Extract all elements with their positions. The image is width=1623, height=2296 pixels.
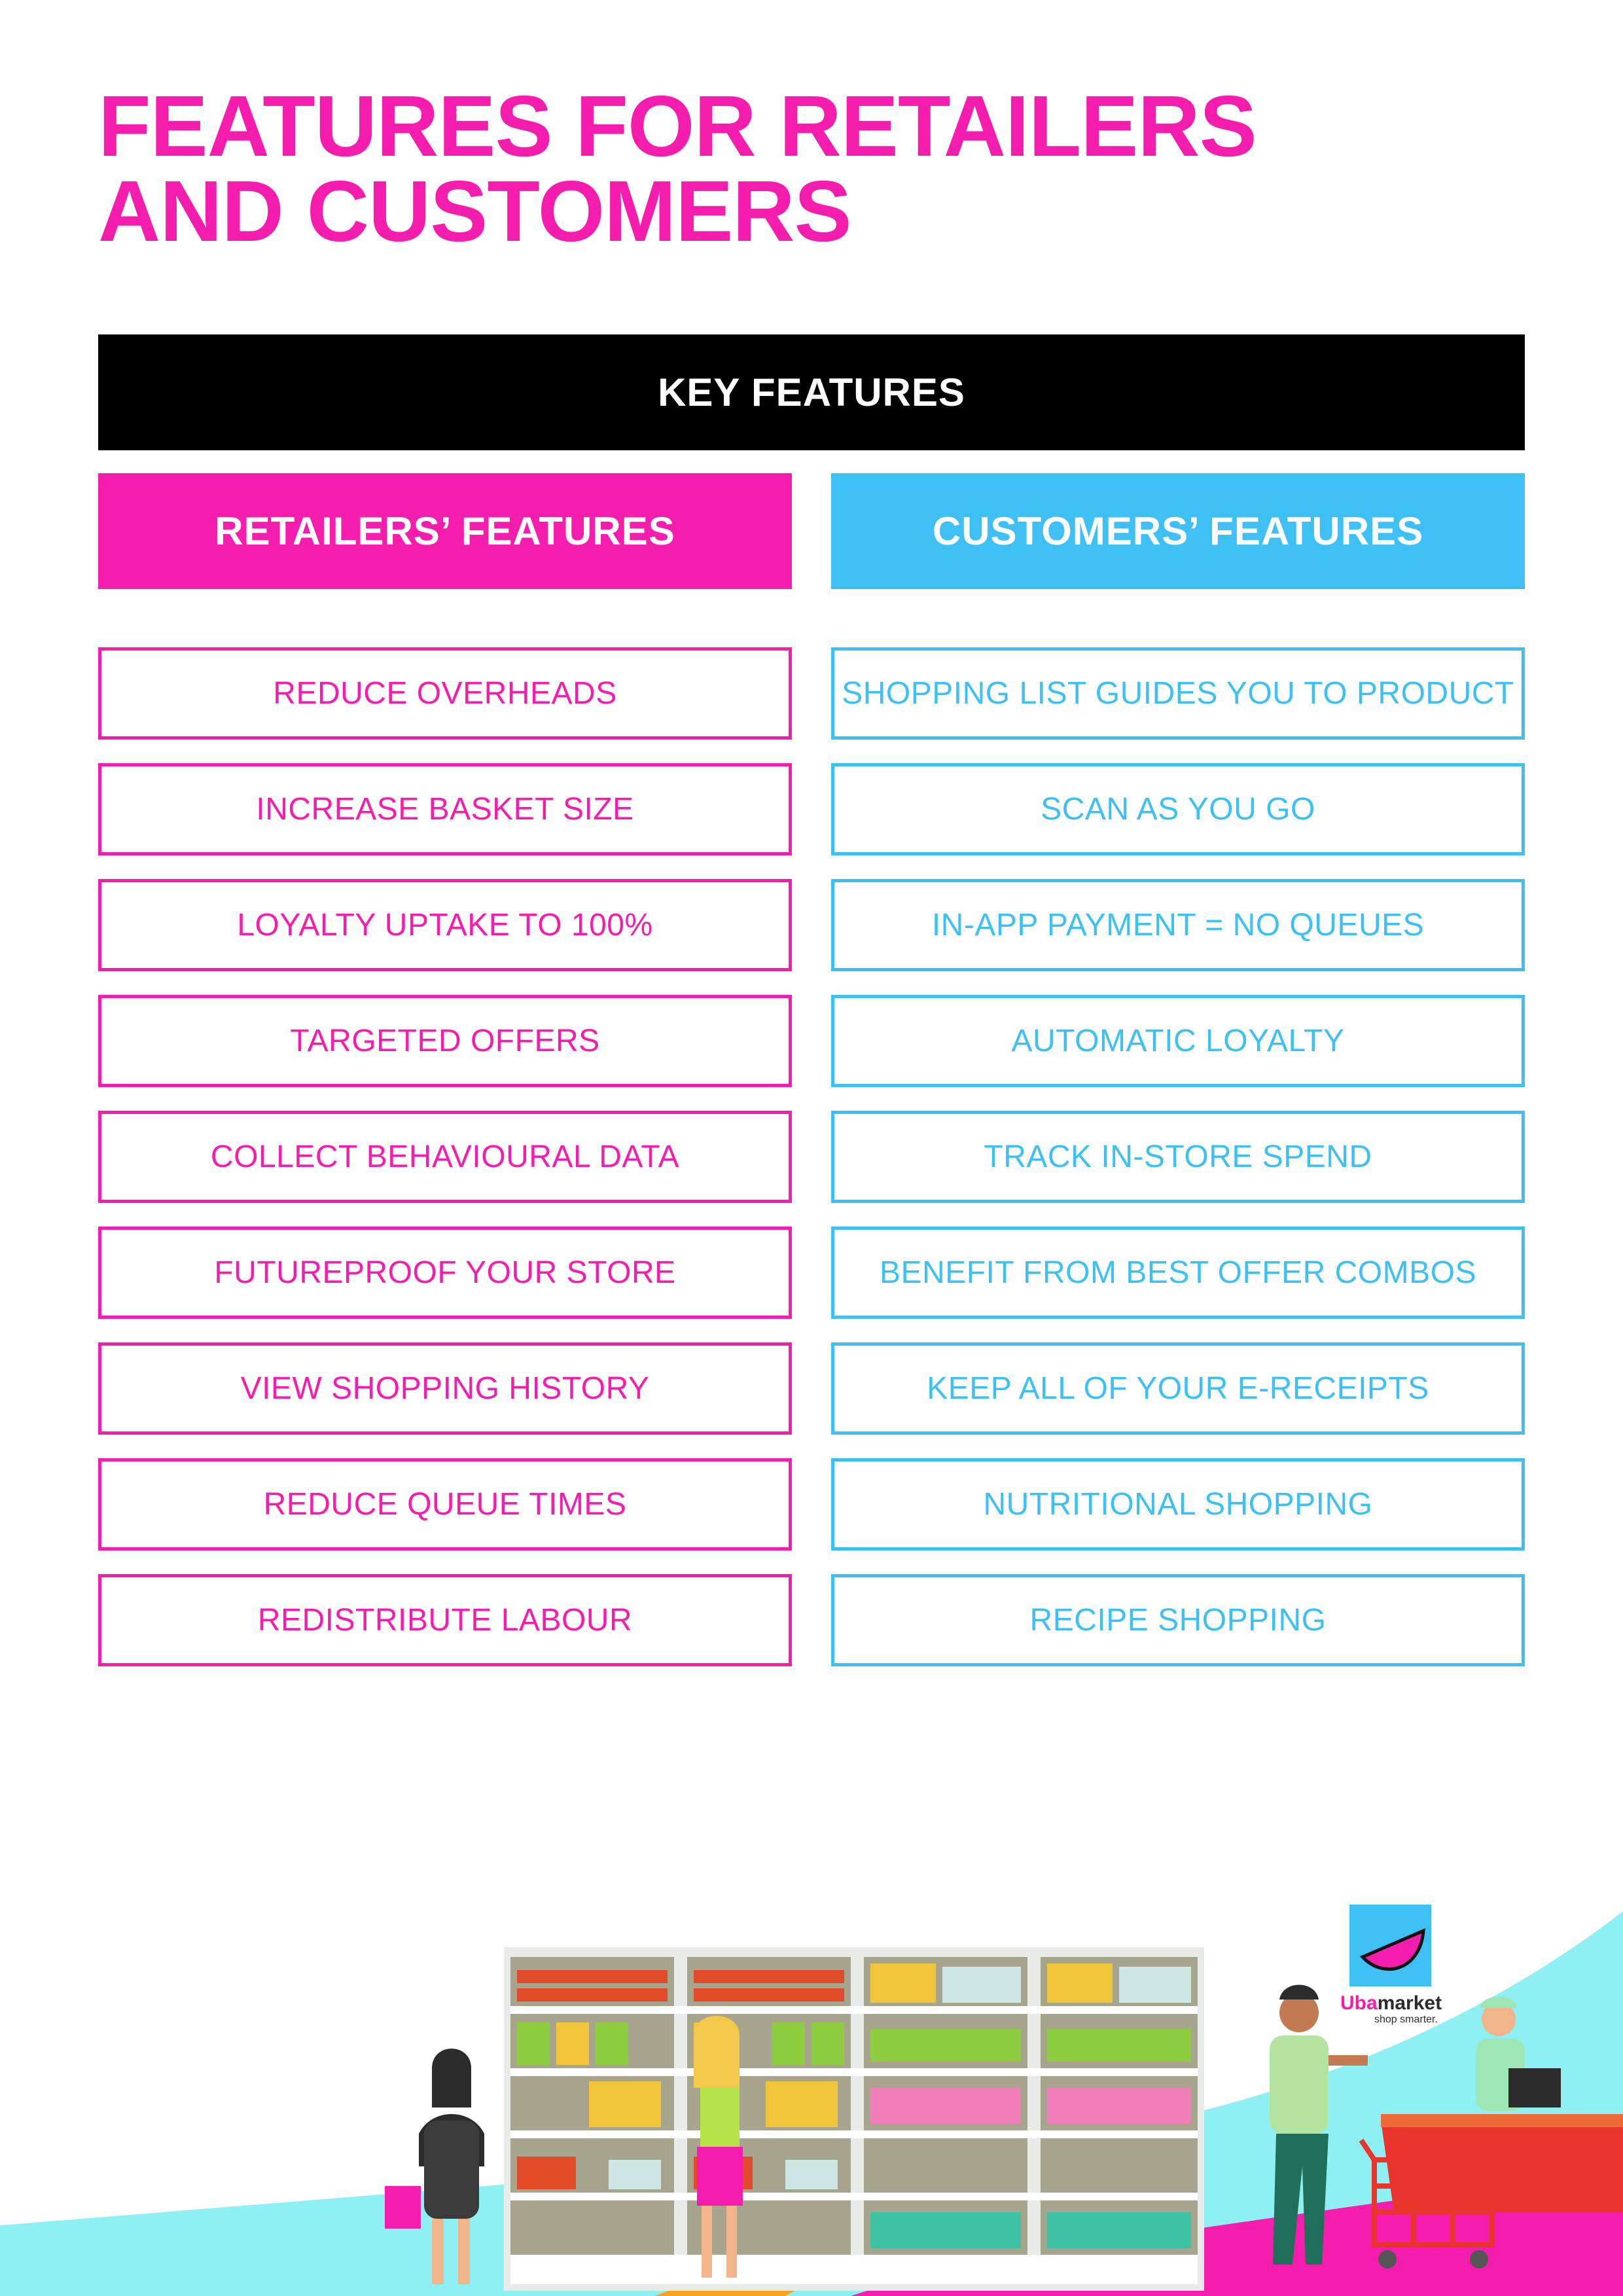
customers-features-header: CUSTOMERS’ FEATURES bbox=[831, 473, 1525, 589]
page-title-line-1: FEATURES FOR RETAILERS bbox=[98, 78, 1257, 174]
customer-feature-item: NUTRITIONAL SHOPPING bbox=[831, 1458, 1525, 1551]
customer-feature-item: BENEFIT FROM BEST OFFER COMBOS bbox=[831, 1227, 1525, 1319]
customer-feature-item: IN-APP PAYMENT = NO QUEUES bbox=[831, 879, 1525, 971]
key-features-banner: KEY FEATURES bbox=[98, 334, 1525, 450]
retailer-feature-item: INCREASE BASKET SIZE bbox=[98, 763, 792, 855]
page-title bbox=[98, 78, 1342, 259]
retailer-feature-item: VIEW SHOPPING HISTORY bbox=[98, 1342, 792, 1435]
retailers-features-list bbox=[98, 647, 792, 1690]
customer-feature-item: AUTOMATIC LOYALTY bbox=[831, 995, 1525, 1087]
ubamarket-logo bbox=[1340, 1905, 1442, 2025]
retailer-feature-item: LOYALTY UPTAKE TO 100% bbox=[98, 879, 792, 971]
retailer-feature-item: FUTUREPROOF YOUR STORE bbox=[98, 1227, 792, 1319]
retailer-feature-item: COLLECT BEHAVIOURAL DATA bbox=[98, 1111, 792, 1203]
page-title-line-2: AND CUSTOMERS bbox=[98, 163, 851, 259]
customer-feature-item: SCAN AS YOU GO bbox=[831, 763, 1525, 855]
retailer-feature-item: REDUCE OVERHEADS bbox=[98, 647, 792, 740]
logo-brand-text: Ubamarket bbox=[1340, 1992, 1442, 2014]
customer-feature-item: SHOPPING LIST GUIDES YOU TO PRODUCT bbox=[831, 647, 1525, 740]
retailer-feature-item: REDISTRIBUTE LABOUR bbox=[98, 1574, 792, 1666]
customer-feature-item: KEEP ALL OF YOUR E-RECEIPTS bbox=[831, 1342, 1525, 1435]
logo-tagline: shop smarter. bbox=[1374, 2014, 1438, 2025]
retailer-feature-item: TARGETED OFFERS bbox=[98, 995, 792, 1087]
shelving-units bbox=[504, 1947, 1204, 2291]
customer-feature-item: RECIPE SHOPPING bbox=[831, 1574, 1525, 1666]
retailer-feature-item: REDUCE QUEUE TIMES bbox=[98, 1458, 792, 1551]
customer-feature-item: TRACK IN-STORE SPEND bbox=[831, 1111, 1525, 1203]
retailers-features-header: RETAILERS’ FEATURES bbox=[98, 473, 792, 589]
customers-features-list bbox=[831, 647, 1525, 1690]
supermarket-illustration bbox=[0, 1859, 1623, 2296]
